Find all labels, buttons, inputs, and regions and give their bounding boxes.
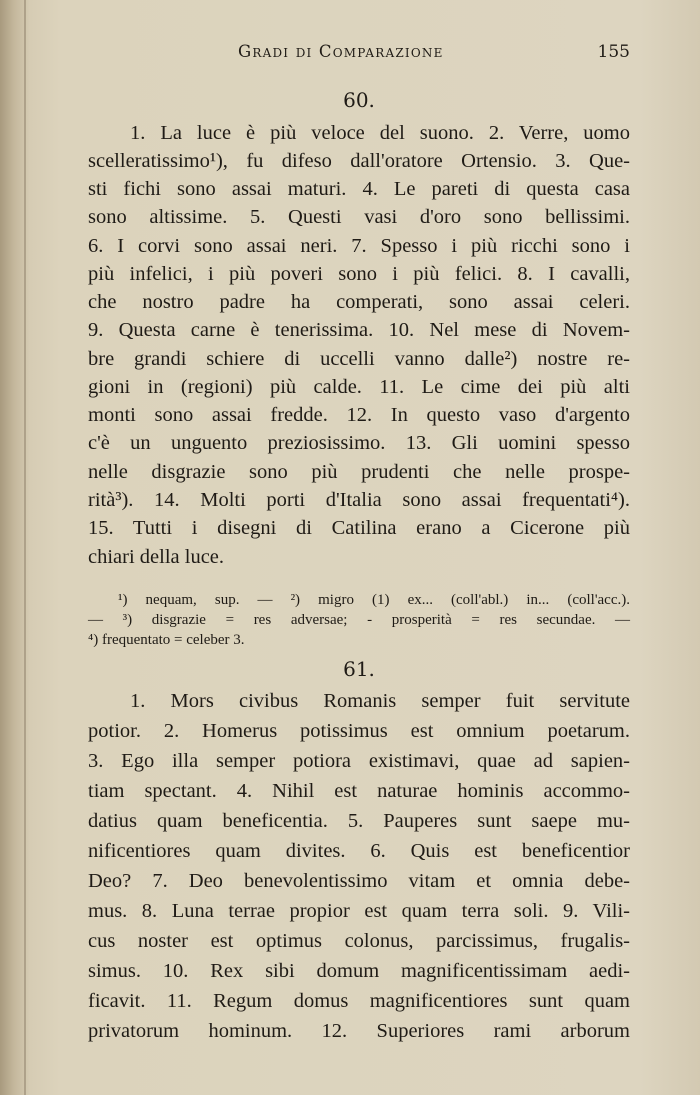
header-title: Gradi di Comparazione: [238, 42, 444, 61]
exercise-60-line: gioni in (regioni) più calde. 11. Le cime dei più alti: [88, 376, 630, 398]
exercise-61-line: nificentiores quam divites. 6. Quis est beneficentior: [88, 840, 630, 862]
exercise-60-line: più infelici, i più poveri sono i più felici. 8. I cavalli,: [88, 263, 630, 285]
footnote-line: — ³) disgrazie = res adversae; - prosperità = res secundae. —: [88, 612, 630, 628]
exercise-60-line: sti fichi sono assai maturi. 4. Le pareti di questa casa: [88, 178, 630, 200]
footnote-line: ⁴) frequentato = celeber 3.: [88, 632, 245, 648]
page-number: 155: [597, 42, 630, 62]
exercise-61-line: tiam spectant. 4. Nihil est naturae hominis accommo-: [88, 780, 630, 802]
exercise-61-line: 1. Mors civibus Romanis semper fuit servitute: [130, 690, 630, 712]
exercise-60-line: bre grandi schiere di uccelli vanno dalle²) nostre re-: [88, 348, 630, 370]
exercise-60-line: nelle disgrazie sono più prudenti che nelle prospe-: [88, 461, 630, 483]
exercise-60-line: chiari della luce.: [88, 546, 225, 568]
exercise-60-line: 9. Questa carne è tenerissima. 10. Nel mese di Novem-: [88, 319, 630, 341]
exercise-61-line: Deo? 7. Deo benevolentissimo vitam et omnia debe-: [88, 870, 630, 892]
section-number-61: 61.: [343, 657, 375, 681]
exercise-61-line: privatorum hominum. 12. Superiores rami arborum: [88, 1020, 630, 1042]
exercise-60-line: c'è un unguento preziosissimo. 13. Gli uomini spesso: [88, 432, 630, 454]
exercise-61-line: simus. 10. Rex sibi domum magnificentissimam aedi-: [88, 960, 630, 982]
footnote-line: ¹) nequam, sup. — ²) migro (1) ex... (coll'abl.) in... (coll'acc.).: [118, 592, 630, 608]
exercise-61-line: cus noster est optimus colonus, parcissimus, frugalis-: [88, 930, 630, 952]
section-number-60: 60.: [343, 88, 375, 112]
exercise-61-line: ficavit. 11. Regum domus magnificentiores sunt quam: [88, 990, 630, 1012]
exercise-61-line: mus. 8. Luna terrae propior est quam terra soli. 9. Vili-: [88, 900, 630, 922]
exercise-61-line: datius quam beneficentia. 5. Pauperes sunt saepe mu-: [88, 810, 630, 832]
exercise-61-line: potior. 2. Homerus potissimus est omnium poetarum.: [88, 720, 630, 742]
exercise-60-line: rità³). 14. Molti porti d'Italia sono assai frequentati⁴).: [88, 489, 630, 511]
gutter-shadow: [24, 0, 26, 1095]
exercise-60-line: 1. La luce è più veloce del suono. 2. Verre, uomo: [130, 122, 630, 144]
exercise-60-line: monti sono assai fredde. 12. In questo vaso d'argento: [88, 404, 630, 426]
exercise-60-line: scelleratissimo¹), fu difeso dall'oratore Ortensio. 3. Que-: [88, 150, 630, 172]
exercise-60-line: che nostro padre ha comperati, sono assai celeri.: [88, 291, 630, 313]
running-header: [88, 42, 630, 68]
exercise-60-line: sono altissime. 5. Questi vasi d'oro sono bellissimi.: [88, 206, 630, 228]
exercise-60-line: 6. I corvi sono assai neri. 7. Spesso i più ricchi sono i: [88, 235, 630, 257]
exercise-60-line: 15. Tutti i disegni di Catilina erano a Cicerone più: [88, 517, 630, 539]
exercise-61-line: 3. Ego illa semper potiora existimavi, quae ad sapien-: [88, 750, 630, 772]
